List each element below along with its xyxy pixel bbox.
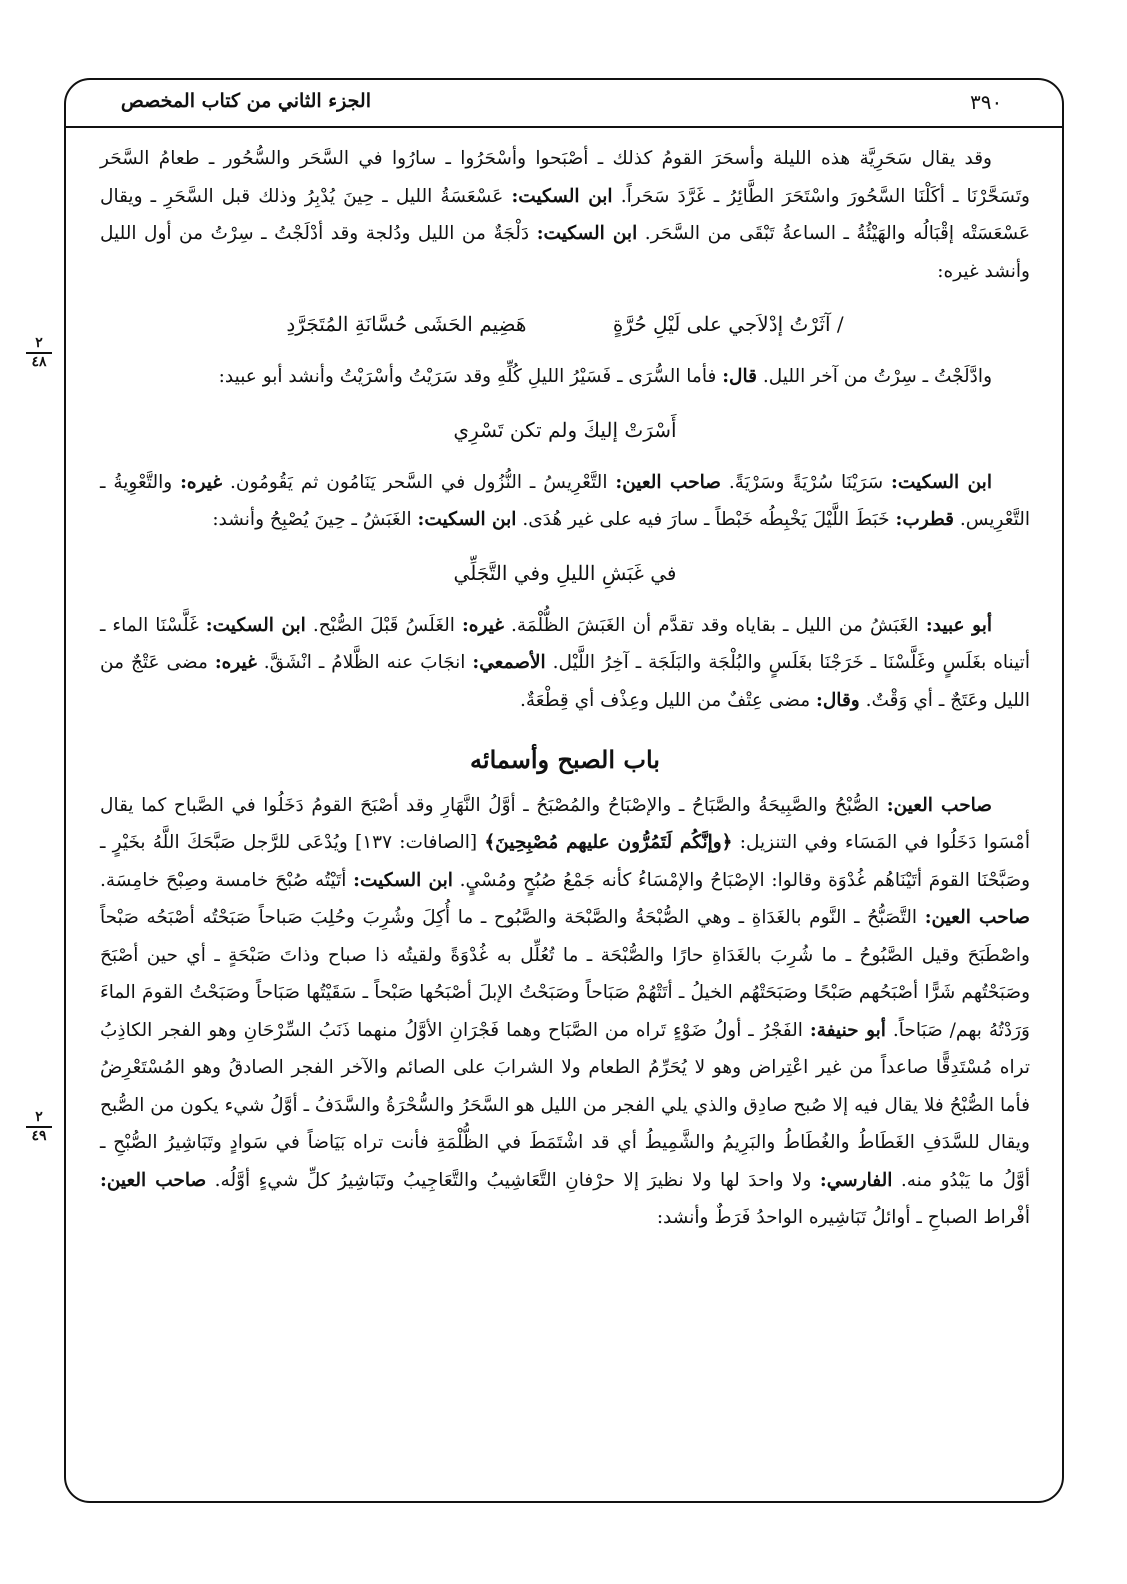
verse-line: في غَبَشِ الليلِ وفي التَّجَلِّي — [453, 560, 677, 585]
page-number: ٣٩٠ — [970, 90, 1003, 114]
paragraph: ابن السكيت: سَرَيْنَا سُرْيَةً وسَرْيَةً. صاحب العين: التَّعْرِيسُ ـ النُّزُول في السَّحر يَنَامُون ثم يَقُومُون. غيره: والتَّعْوِيةُ ـ التَّعْرِيس. قطرب: خَبَطَ اللَّيْلَ يَخْبِطُه خَبْطاً ـ سارَ فيه على غير هُدَى. ابن السكيت: الغَبَشُ ـ حِينَ يُصْبِحُ وأنشد: — [100, 471, 1030, 530]
margin-ref-top: ٢ — [35, 335, 43, 351]
paragraph: أبو عبيد: الغَبَشُ من الليل ـ بقاياه وقد تقدَّم أن الغَبَشَ الظُّلْمَة. غيره: الغَلَسُ قَبْلَ الصُّبْح. ابن السكيت: غَلَّسْنَا الماء ـ أتيناه بغَلَسٍ وغَلَّسْنَا ـ خَرَجْنَا بغَلَسٍ والبُلْجَة والبَلَجَة ـ آخِرُ اللَّيْل. الأصمعي: انجَابَ عنه الظَّلامُ ـ انْشَقَّ. غيره: مضى عَتْجٌ من الليل وعَتَجٌ ـ أي وَقْتٌ. وقال: مضى عِتْفٌ من الليل وعِذْف أي قِطْعَةٌ. — [100, 614, 1030, 711]
paragraph: صاحب العين: الصُّبْحُ والصَّبِيحَةُ والصَّبَاحُ ـ والإصْبَاحُ والمُصْبَحُ ـ أوَّلُ النَّهَارِ وقد أصْبَحَ القومُ دَخَلُوا في الصَّباح كما يقال أمْسَوا دَخَلُوا في المَسَاء وفي التنزيل: ﴿وإنَّكُم لَتَمُرُّون عليهم مُصْبِحِينَ﴾ [الصافات: ١٣٧] ويُدْعَى للرَّجل صَبَّحَكَ اللَّهُ بخَيْرٍ ـ وصَبَّحْنَا القومَ أتَيْنَاهُم غُدْوَة وقالوا: الإصْبَاحُ والإمْسَاءُ كأنه جَمْعُ صُبُحٍ ومُسْيٍ. ابن السكيت: أتَيْتُه صُبْحَ خامسة وصِبْحَ خامِسَة. صاحب العين: التَّصَبُّحُ ـ النَّوم بالغَدَاةِ ـ وهي الصُّبْحَةُ والصَّبْحَة والصَّبُوح ـ ما أُكِلَ وشُرِبَ وحُلِبَ صَباحاً صَبَحْتُه أصْبَحُه صَبْحاً واصْطَبَحَ وقيل الصَّبُوحُ ـ ما شُرِبَ بالغَدَاةِ حارًا والصُّبْحَة ـ ما تُعُلِّل به غُدْوَةً ولقيتُه ذا صباح وذاتَ صَبْحَةٍ ـ أي حين أصْبَحَ وصَبَحْتُهم شَرًّا أصْبَحُهم صَبْحًا وصَبَحَتْهُم الخيلُ ـ أتَتْهُمْ صَبَاحاً وصَبَحْتُ الإبلَ أصْبَحُها صَبْحاً ـ سَقَيْتُها صَبَاحاً وصَبَحْتُ القومَ الماءَ وَرَدْتُهُ بهم/ صَبَاحاً. أبو حنيفة: الفَجْرُ ـ أولُ ضَوْءٍ تَراه من الصَّبَاح وهما فَجْرَانِ الأوَّلُ منهما ذَنَبُ السِّرْحَانِ وهو الفجر الكاذِبُ تراه مُسْتَدِقًّا صاعداً من غير اعْتِراض وهو لا يُحَرِّمُ الطعام ولا الشرابَ على الصائم والآخر الفجر الصادقُ وهو المُسْتَعْرِضُ فأما الصُّبْحُ فلا يقال فيه إلا صُبح صادِق والذي يلي الفجر من الليل هو السَّحَرُ والسُّحْرَةُ والسَّدَفُ ـ أوَّلُ شيء يكون من الصُّبح ويقال للسَّدَفِ الغَطَاطُ والغُطَاطُ والبَرِيمُ والشَّمِيطُ أي قد اشْتَمَطَ في الظُّلْمَةِ فأنت تراه بَيَاضاً في سَوادٍ وتَبَاشِيرُ الصُّبْحِ ـ أوَّلُ ما يَبْدُو منه. الفارسي: ولا واحدَ لها ولا نظيرَ إلا حرْفانِ التَّعَاشِيبُ والتَّعَاجِيبُ وتَبَاشِيرُ كلِّ شيءٍ أوَّلُه. صاحب العين: أفْراط الصباحِ ـ أوائلُ تَبَاشِيره الواحدُ فَرَطٌ وأنشد: — [100, 794, 1031, 1228]
paragraph: وادَّلَجْتُ ـ سِرْتُ من آخر الليل. قال: فأما السُّرَى ـ فَسَيْرُ الليلِ كُلِّهِ وقد سَرَيْتُ وأسْرَيْتُ وأنشد أبو عبيد: — [218, 366, 992, 387]
paragraph: وقد يقال سَحَرِيَّة هذه الليلة وأسحَرَ القومُ كذلك ـ أصْبَحوا وأسْحَرُوا ـ سارُوا في السَّحَر والسُّحُور ـ طعامُ السَّحَر وتَسَحَّرْنَا ـ أكَلْنَا السَّحُورَ واسْتَحَرَ الطَّائِرُ ـ غَرَّدَ سَحَراً. ابن السكيت: عَسْعَسَةُ الليل ـ حِينَ يُدْبِرُ وذلك قبل السَّحَرِ ـ ويقال عَسْعَسَتْه إقْبَالُه والهَيْئُةُ ـ الساعةُ تَبْقَى من السَّحَر. ابن السكيت: دَلْجَةٌ من الليل ودُلجة وقد أدْلَجْتُ ـ سِرْتُ من أول الليل وأنشد غيره: — [100, 148, 1030, 282]
verse-line: / آثَرْتُ إدْلاَجي على لَيْلِ حُرَّةٍ هَضِيم الحَشَى حُسَّانَةِ المُتَجَرَّدِ — [286, 312, 844, 336]
margin-ref-48 — [26, 336, 52, 370]
verse-line: أَسْرَتْ إليكَ ولم تكن تَسْرِي — [453, 417, 677, 442]
header-rule — [64, 126, 1064, 128]
page-body — [100, 140, 1030, 1237]
margin-ref-top: ٢ — [35, 1109, 43, 1125]
margin-ref-49 — [26, 1110, 52, 1144]
margin-ref-bottom: ٤٩ — [31, 1128, 47, 1144]
running-head: الجزء الثاني من كتاب المخصص — [120, 90, 371, 112]
margin-ref-bottom: ٤٨ — [31, 354, 47, 370]
section-title: باب الصبح وأسمائه — [470, 745, 660, 774]
